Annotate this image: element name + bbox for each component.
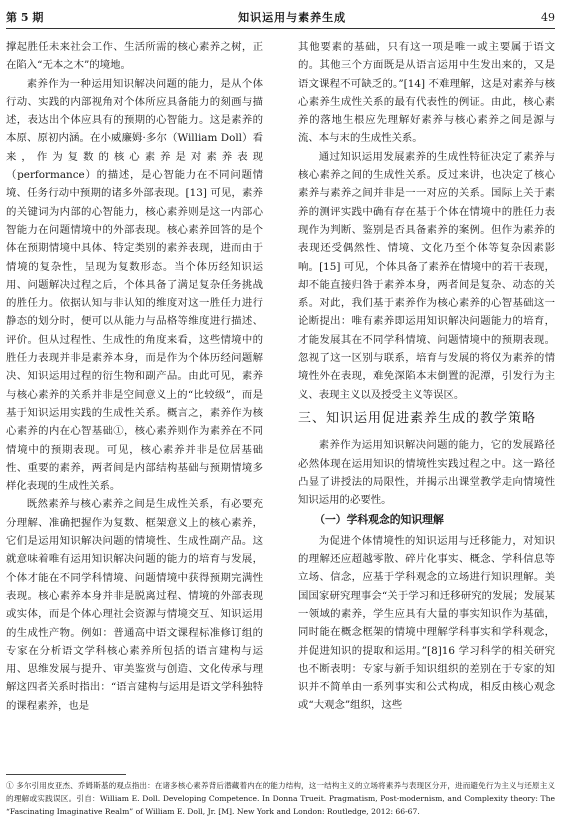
body-paragraph: 通过知识运用发展素养的生成性特征决定了素养与核心素养之间的生成性关系。反过来讲，也决定了核心素养与素养之间并非是一一对应的关系。国际上关于素养的测评实践中确有存在基于个体在情境中的胜任力表现作为判断、鉴别是否具备素养的案例。但作为素养的表现还受偶然性、情境、文化乃至个体等复杂因素影响。[15] 可见，个体具备了素养在情境中的若干表现，却不能直接归咎于素养本身，两者间是复杂、动态的关系。对此，我们基于素养作为核心素养的心智基础这一论断提出：唯有素养即运用知识解决问题能力的培育，才能发展其在不同学科情境、问题情境中的预期表现。忽视了这一区别与联系，培育与发展的将仅为素养的情境性外在表现，难免深陷本末倒置的泥潭，引发行为主义、表现主义以及授受主义等误区。: [298, 150, 555, 401]
body-paragraph: 既然素养与核心素养之间是生成性关系，有必要充分理解、准确把握作为复数、框架意义上的核心素养，它们是运用知识解决问题的情境性、生成性副产品。这就意味着唯有运用知识解决问题的能力的培育与发展，个体才能在不同学科情境、问题情境中获得预期完满性表现。核心素养本身并非是脱离过程、情境的外部表现或实体，而是个体心理社会资源与情境交互、知识运用的生成性产物。例如：普通高中语文课程标准修订组的专家在分析语文学科核心素养所包括的语言建构与运用、思维发展与提升、审美鉴赏与创造、文化传承与理解这四者关系时指出：“语言建构与运用是语文学科独特的课程素养，也是: [6, 498, 263, 712]
left-column: [6, 38, 263, 715]
footnote-divider: [6, 774, 126, 775]
section-heading: 三、知识运用促进素养生成的教学策略: [298, 410, 537, 426]
body-paragraph: 素养作为一种运用知识解决问题的能力，是从个体行动、实践的内部视角对个体所应具备能力的刻画与描述，表达出个体应具有的预期的心智能力。这是素养的本原、原初内涵。在小威廉姆·多尔（William Doll）看来，作为复数的核心素养是对素养表现（performance）的描述，是心智能力在不同问题情境、任务行动中预期的诸多外部表现。[13] 可见，素养的关键词为内部的心智能力，核心素养则是这一内部心智能力在问题情境中的外部表现。核心素养回答的是个体在预期情境中具体、特定类别的素养表现，进而由于情境的复杂性，呈现为复数形态。当个体历经知识运用、问题解决过程之后，个体具备了满足复杂任务挑战的胜任力。依据认知与非认知的维度对这一胜任力进行静态的划分时，便可以从能力与品格等维度进行描述、评价。但从过程性、生成性的角度来看，这些情境中的胜任力表现并非是素养本身，而是作为个体历经问题解决、知识运用过程的衍生物和副产品。由此可见，素养与核心素养的关系并非是空间意义上的“比较级”，而是基于知识运用实践的生成性关系。概言之，素养作为核心素养的内在心智基础①，核心素养则作为素养在不同情境中的预期表现。可见，核心素养并非是位居基础性、重要的素养，两者间是内部结构基础与预期情境多样化表现的生成性关系。: [6, 77, 263, 493]
page-number: 49: [540, 10, 555, 24]
body-paragraph: 为促进个体情境性的知识运用与迁移能力，对知识的理解还应超越零散、碎片化事实、概念、学科信息等立场、信念，应基于学科观念的立场进行知识理解。美国国家研究理事会“关于学习和迁移研究的发展；发展某一领域的素养，学生应具有大量的事实知识作为基础，同时能在概念框架的情境中理解学科事实和学科观念，并促进知识的提取和运用。”[8]16 学习科学的相关研究也不断表明：专家与新手知识组织的差别在于专家的知识并不简单由一系列事实和公式构成，相反由核心观念或“大观念”组织，这些: [298, 534, 555, 712]
body-paragraph: 其他要素的基础，只有这一项是唯一或主要属于语文的。其他三个方面既是从语言运用中生发出来的，又是语文课程不可缺乏的。”[14] 不难理解，这是对素养与核心素养生成性关系的最有代表性的例证。由此，核心素养的落地生根应先理解好素养与核心素养之间是源与流、本与末的生成性关系。: [298, 41, 555, 145]
body-paragraph: 撑起胜任未来社会工作、生活所需的核心素养之树，正在陷入“无本之木”的境地。: [6, 41, 263, 72]
sub-heading: （一）学科观念的知识理解: [314, 513, 444, 527]
right-column: [298, 38, 555, 715]
running-title: 知识运用与素养生成: [238, 11, 347, 24]
page-header: [6, 6, 555, 29]
body-paragraph: 素养作为运用知识解决问题的能力，它的发展路径必然体现在运用知识的情境性实践过程之中。这一路径凸显了讲授法的局限性，并揭示出课堂教学走向情境性知识运用的必要性。: [298, 439, 555, 507]
footnote: ① 多尔引用皮亚杰、乔姆斯基的观点指出：在诸多核心素养背后潜藏着内在的能力结构，这一结构主义的立场将素养与表现区分开，进而避免行为主义与还原主义的理解或实践误区。引自：William E. Doll. Developing Competence. In Donna Trueit. Pragmatism, Post-modernism, and Complexity theory: The “Fascinating Imaginative Realm” of William E. Doll, Jr. [M]. New York and London: Routledge, 2012: 66-67.: [6, 781, 555, 816]
issue-number: 第 5 期: [6, 11, 44, 24]
